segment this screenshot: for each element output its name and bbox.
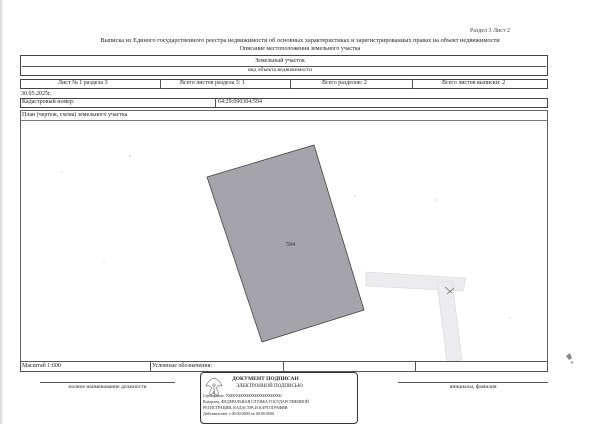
stamp-certificate: Сертификат: 7000010000000000000000000000 xyxy=(203,393,282,398)
sections-total: Всего разделов: 2 xyxy=(322,80,367,86)
scale-label: Масштаб 1:600 xyxy=(22,363,61,369)
stamp-validity: Действителен: с 00.00.0000 по 00.00.0000 xyxy=(203,411,274,416)
cadastral-label: Кадастровый номер: xyxy=(22,99,75,105)
cadastral-number: 64:29:090304:594 xyxy=(218,99,263,105)
object-type: Земельный участок xyxy=(255,58,305,64)
sheets-in-section: Всего листов раздела 3: 1 xyxy=(180,80,245,86)
stamp-heading-signed: ДОКУМЕНТ ПОДПИСАН xyxy=(232,376,299,382)
name-caption: инициалы, фамилия xyxy=(449,384,497,390)
document-title: Выписка из Единого государственного реестра недвижимости об основных характеристиках и зарегистрированных правах на объект недвижимости xyxy=(100,37,500,44)
section-page-indicator: Раздел 3 Лист 2 xyxy=(470,28,511,34)
sheet-number: Лист № 1 раздела 3 xyxy=(58,80,108,86)
document-subtitle: Описание местоположения земельного участка xyxy=(239,46,361,52)
legend-label: Условные обозначения: xyxy=(152,363,213,369)
plan-title: План (чертеж, схема) земельного участка xyxy=(22,112,128,118)
position-caption: полное наименование должности xyxy=(68,384,147,390)
stamp-owner: Владелец: ФЕДЕРАЛЬНАЯ СЛУЖБА ГОСУДАРСТВЕННОЙ xyxy=(203,399,309,404)
stamp-owner-cont: РЕГИСТРАЦИИ, КАДАСТРА И КАРТОГРАФИИ xyxy=(203,405,288,410)
object-type-caption: вид объекта недвижимости xyxy=(248,67,312,73)
extract-date: 30.05.2025г. xyxy=(21,91,52,97)
parcel-label: 594 xyxy=(286,242,295,248)
stamp-heading-electronic: ЭЛЕКТРОННОЙ ПОДПИСЬЮ xyxy=(236,384,303,389)
sheets-total: Всего листов выписки: 2 xyxy=(442,80,506,86)
